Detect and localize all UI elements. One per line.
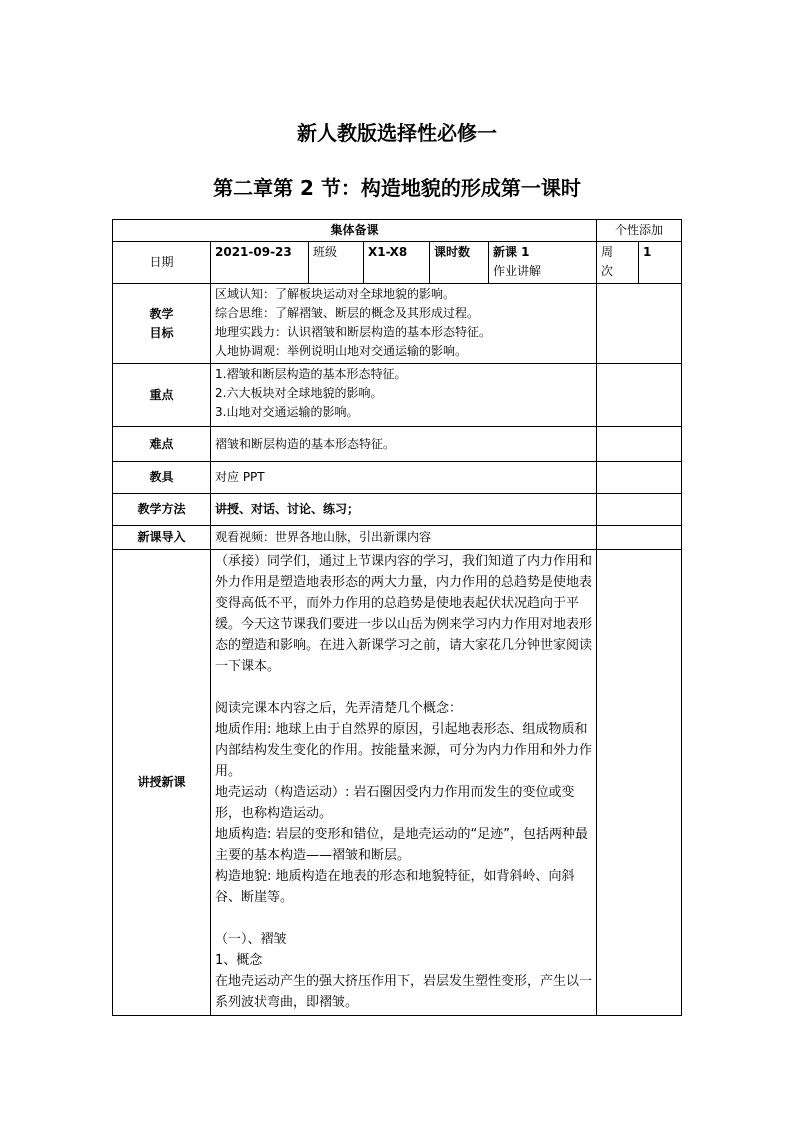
tools-content: 对应 PPT xyxy=(211,462,597,494)
personal-notes-header: 个性添加 xyxy=(597,220,682,242)
difficulty-row xyxy=(113,427,682,462)
methods-label: 教学方法 xyxy=(113,494,211,526)
document-title: 新人教版选择性必修一 xyxy=(297,121,497,145)
goal-item: 综合思维：了解褶皱、断层的概念及其形成过程。 xyxy=(215,306,480,320)
lecture-paragraph: 构造地貌: 地质构造在地表的形态和地貌特征，如背斜岭、向斜谷、断崖等。 xyxy=(215,869,575,905)
keypoints-label: 重点 xyxy=(113,364,211,427)
goals-label-line1: 教学 xyxy=(149,306,174,321)
hours-homework: 作业讲解 xyxy=(493,264,542,278)
goals-row xyxy=(113,284,682,364)
personal-cell xyxy=(597,427,682,462)
lecture-content xyxy=(211,550,597,1016)
info-row xyxy=(113,242,682,284)
personal-cell xyxy=(597,494,682,526)
personal-cell xyxy=(597,364,682,427)
document-subtitle: 第二章第 2 节：构造地貌的形成第一课时 xyxy=(213,176,581,200)
lecture-paragraph: 地质构造: 岩层的变形和错位，是地壳运动的“足迹”，包括两种最主要的基本构造——褶皱和断层。 xyxy=(215,827,588,863)
hours-new-lesson: 新课 1 xyxy=(493,245,530,259)
section-heading: （一）、褶皱 xyxy=(215,932,287,947)
goal-item: 人地协调观：举例说明山地对交通运输的影响。 xyxy=(215,344,468,358)
week-label xyxy=(597,242,639,284)
week-label-line2: 次 xyxy=(601,264,614,278)
tools-row xyxy=(113,462,682,494)
hours-label: 课时数 xyxy=(430,242,489,284)
keypoints-content xyxy=(211,364,597,427)
keypoint-item: 1.褶皱和断层构造的基本形态特征。 xyxy=(215,367,407,381)
keypoints-row xyxy=(113,364,682,427)
methods-content: 讲授、对话、讨论、练习； xyxy=(211,494,597,526)
goal-item: 地理实践力：认识褶皱和断层构造的基本形态特征。 xyxy=(215,325,492,339)
lecture-paragraph: 地质作用: 地球上由于自然界的原因，引起地表形态、组成物质和内部结构发生变化的作用。按能量来源，可分为内力作用和外力作用。 xyxy=(215,722,593,779)
keypoint-item: 2.六大板块对全球地貌的影响。 xyxy=(215,386,383,400)
goal-item: 区域认知：了解板块运动对全球地貌的影响。 xyxy=(215,287,456,301)
hours-value xyxy=(489,242,597,284)
intro-label: 新课导入 xyxy=(113,526,211,550)
lecture-row xyxy=(113,550,682,1016)
lecture-label: 讲授新课 xyxy=(113,550,211,1016)
tools-label: 教具 xyxy=(113,462,211,494)
methods-row xyxy=(113,494,682,526)
personal-cell xyxy=(597,550,682,1016)
lecture-paragraph: 阅读完课本内容之后，先弄清楚几个概念： xyxy=(215,701,463,716)
week-label-line1: 周 xyxy=(601,245,614,259)
lecture-paragraph: 地壳运动（构造运动）: 岩石圈因受内力作用而发生的变位或变形，也称构造运动。 xyxy=(215,785,575,821)
keypoint-item: 3.山地对交通运输的影响。 xyxy=(215,405,359,419)
class-value: X1-X8 xyxy=(364,242,430,284)
blank-line xyxy=(215,908,592,929)
week-value: 1 xyxy=(639,242,682,284)
lesson-plan-table xyxy=(112,219,682,1016)
personal-cell xyxy=(597,462,682,494)
personal-cell xyxy=(597,526,682,550)
difficulty-label: 难点 xyxy=(113,427,211,462)
blank-line xyxy=(215,677,592,698)
subsection-heading: 1、概念 xyxy=(215,953,263,968)
intro-row xyxy=(113,526,682,550)
difficulty-content: 褶皱和断层构造的基本形态特征。 xyxy=(211,427,597,462)
lecture-paragraph: 在地壳运动产生的强大挤压作用下，岩层发生塑性变形，产生以一系列波状弯曲，即褶皱。 xyxy=(215,974,593,1010)
lecture-paragraph: （承接）同学们，通过上节课内容的学习，我们知道了内力作用和外力作用是塑造地表形态的两大力量，内力作用的总趋势是使地表变得高低不平，而外力作用的总趋势是使地表起伏状况趋向于平缓。今天这节课我们要进一步以山岳为例来学习内力作用对地表形态的塑造和影响。在进入新课学习之前，请大家花几分钟世家阅读一下课本。 xyxy=(215,554,593,674)
goals-label-line2: 目标 xyxy=(149,325,174,340)
group-prep-header: 集体备课 xyxy=(113,220,597,242)
header-row xyxy=(113,220,682,242)
class-label: 班级 xyxy=(309,242,364,284)
intro-content: 观看视频：世界各地山脉，引出新课内容 xyxy=(211,526,597,550)
goals-content xyxy=(211,284,597,364)
personal-cell xyxy=(597,284,682,364)
date-label: 日期 xyxy=(113,242,211,284)
goals-label xyxy=(113,284,211,364)
date-value: 2021-09-23 xyxy=(211,242,309,284)
